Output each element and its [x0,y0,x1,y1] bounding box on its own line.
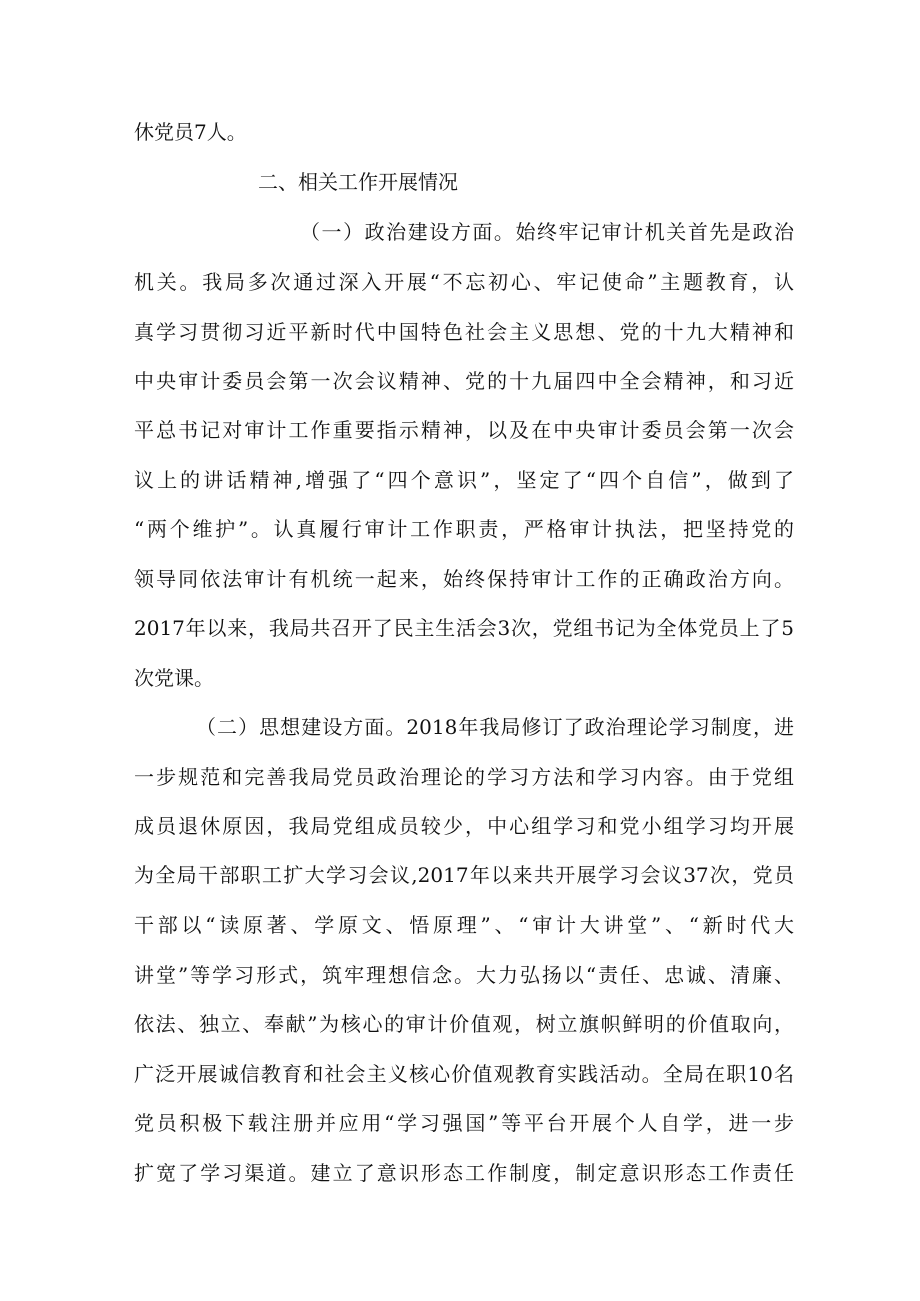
paragraph-line: 次党课。 [134,666,214,690]
paragraph-line: 为全局干部职工扩大学习会议,2017年以来共开展学习会议37次，党员 [134,863,794,887]
paragraph-line: 一步规范和完善我局党员政治理论的学习方法和学习内容。由于党组 [134,765,794,789]
paragraph-line: 真学习贯彻习近平新时代中国特色社会主义思想、党的十九大精神和 [134,320,794,344]
paragraph-line: 干部以“读原著、学原文、悟原理”、“审计大讲堂”、“新时代大 [134,913,794,937]
paragraph-line: 党员积极下载注册并应用“学习强国”等平台开展个人自学，进一步 [134,1111,794,1135]
paragraph-line: 广泛开展诚信教育和社会主义核心价值观教育实践活动。全局在职10名 [134,1062,794,1086]
paragraph-line: 扩宽了学习渠道。建立了意识形态工作制度，制定意识形态工作责任 [134,1161,794,1185]
paragraph-line: “两个维护”。认真履行审计工作职责，严格审计执法，把坚持党的 [134,517,794,541]
paragraph-line: （二）思想建设方面。2018年我局修订了政治理论学习制度，进 [196,715,794,739]
paragraph-line: 领导同依法审计有机统一起来，始终保持审计工作的正确政治方向。 [134,567,794,591]
paragraph-line: 议上的讲话精神,增强了“四个意识”，坚定了“四个自信”，做到了 [134,468,794,492]
paragraph-line: 讲堂”等学习形式，筑牢理想信念。大力弘扬以“责任、忠诚、清廉、 [134,963,794,987]
paragraph-line: 成员退休原因，我局党组成员较少，中心组学习和党小组学习均开展 [134,814,794,838]
paragraph-line: 2017年以来，我局共召开了民主生活会3次，党组书记为全体党员上了5 [134,616,794,640]
paragraph-line: 中央审计委员会第一次会议精神、党的十九届四中全会精神，和习近 [134,369,794,393]
paragraph-line: 休党员7人。 [134,120,247,144]
paragraph-line: 平总书记对审计工作重要指示精神，以及在中央审计委员会第一次会 [134,418,794,442]
paragraph-line: （一）政治建设方面。始终牢记审计机关首先是政治 [300,220,794,244]
section-heading: 二、相关工作开展情况 [258,170,458,194]
paragraph-line: 机关。我局多次通过深入开展“不忘初心、牢记使命”主题教育，认 [134,270,794,294]
paragraph-line: 依法、独立、奉献”为核心的审计价值观，树立旗帜鲜明的价值取向， [134,1012,794,1036]
